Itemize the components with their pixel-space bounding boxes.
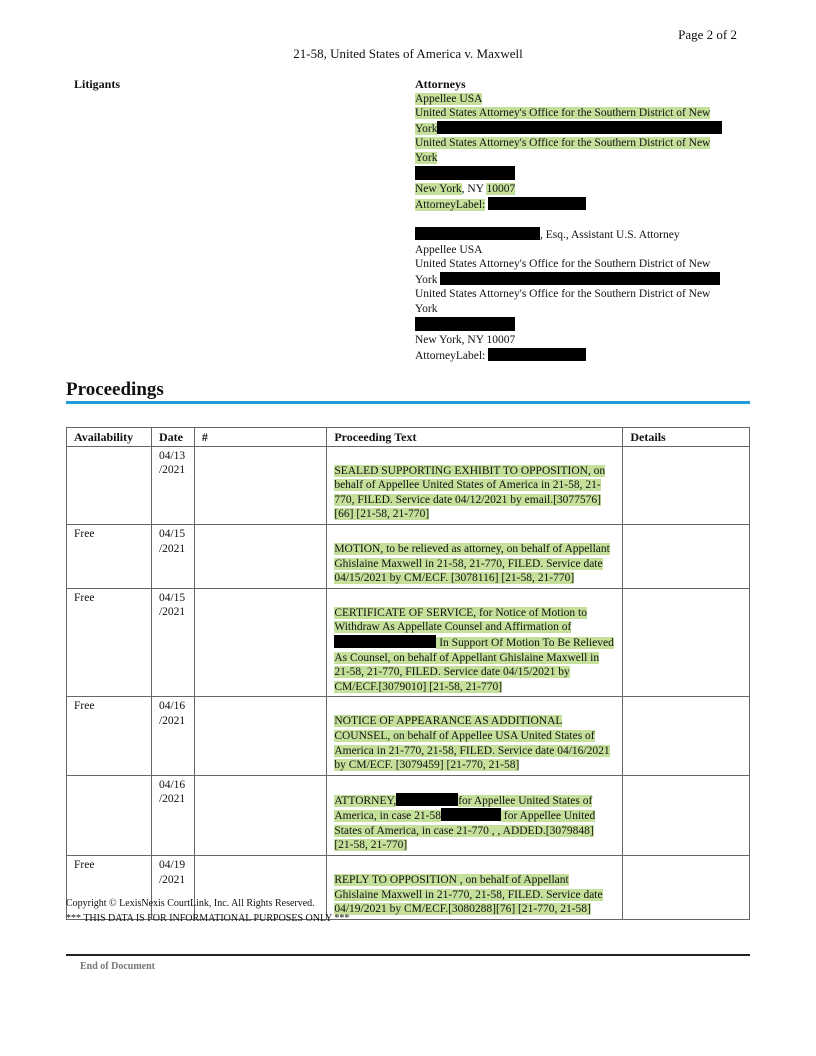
attorney-office: United States Attorney's Office for the Southern District of New (415, 288, 711, 301)
table-header-row (67, 428, 750, 447)
availability-cell: Free (67, 697, 152, 775)
table-row (67, 524, 750, 588)
attorney-office: United States Attorney's Office for the Southern District of New (415, 107, 711, 120)
number-cell (194, 697, 326, 775)
details-cell (623, 446, 750, 524)
attorney-party: Appellee USA (415, 243, 483, 256)
availability-cell: Free (67, 524, 152, 588)
redaction-bar (415, 227, 540, 240)
attorney-office: York (415, 122, 438, 135)
footer-notice (66, 896, 349, 926)
redaction-bar (440, 272, 720, 285)
redaction-bar (441, 808, 501, 821)
attorney-party: Appellee USA (415, 92, 483, 105)
attorney-label: AttorneyLabel: (415, 198, 486, 211)
availability-cell: Free (67, 588, 152, 697)
details-cell (623, 856, 750, 920)
details-cell (623, 588, 750, 697)
attorney-city: New York (415, 183, 462, 196)
copyright-text: Copyright © LexisNexis CourtLink, Inc. All Rights Reserved. (66, 898, 315, 909)
attorney-office: United States Attorney's Office for the Southern District of New (415, 137, 711, 150)
proceeding-text-cell: NOTICE OF APPEARANCE AS ADDITIONAL COUNSEL, on behalf of Appellee USA United States of America in 21-770, 21-58, FILED. Service date 04/16/2021 by CM/ECF. [3079459] [21-770, 21-58] (327, 697, 623, 775)
attorney-state: , NY (461, 183, 487, 196)
attorney-office: United States Attorney's Office for the Southern District of New (415, 258, 711, 271)
details-cell (623, 524, 750, 588)
attorney-title: , Esq., Assistant U.S. Attorney (540, 228, 680, 241)
redaction-bar (415, 317, 515, 331)
redaction-bar (437, 121, 722, 134)
number-cell (194, 588, 326, 697)
table-row (67, 697, 750, 775)
availability-cell (67, 446, 152, 524)
date-cell: 04/16 /2021 (151, 697, 194, 775)
attorney-city: New York, NY 10007 (415, 334, 516, 347)
attorney-zip: 10007 (486, 183, 516, 196)
redaction-bar (488, 348, 586, 361)
proceeding-text-cell: ATTORNEY, for Appellee United States of America, in case 21-58 for Appellee United States of America, in case 21-770 , , ADDED.[3079848] [21-58, 21-770] (327, 775, 623, 855)
redaction-bar (415, 166, 515, 180)
column-header-details: Details (623, 428, 750, 447)
date-cell: 04/19 /2021 (151, 856, 194, 920)
details-cell (623, 775, 750, 855)
table-row (67, 775, 750, 855)
table-row (67, 588, 750, 697)
attorney-office: York (415, 302, 438, 315)
number-cell (194, 775, 326, 855)
proceeding-text-cell: SEALED SUPPORTING EXHIBIT TO OPPOSITION, on behalf of Appellee United States of America in 21-58, 21-770, FILED. Service date 04/12/2021 by email.[3077576][66] [21-58, 21-770] (327, 446, 623, 524)
availability-cell: Free (67, 856, 152, 920)
end-of-document: End of Document (80, 961, 156, 972)
informational-notice: *** THIS DATA IS FOR INFORMATIONAL PURPOSES ONLY *** (66, 913, 350, 924)
proceedings-heading: Proceedings (66, 379, 164, 400)
date-cell: 04/16 /2021 (151, 775, 194, 855)
number-cell (194, 524, 326, 588)
redaction-bar (488, 197, 586, 210)
date-cell: 04/15 /2021 (151, 524, 194, 588)
table-row (67, 446, 750, 524)
section-divider (66, 401, 750, 404)
date-cell: 04/13 /2021 (151, 446, 194, 524)
redaction-bar (334, 635, 436, 648)
case-title: 21-58, United States of America v. Maxwell (293, 46, 523, 61)
number-cell (194, 446, 326, 524)
redaction-bar (396, 793, 458, 806)
proceeding-text-cell: REPLY TO OPPOSITION , on behalf of Appellant Ghislaine Maxwell in 21-770, 21-58, FILED. Service date 04/19/2021 by CM/ECF.[3080288][76] [21-770, 21-58] (327, 856, 623, 920)
attorney-office: York (415, 151, 438, 164)
attorney-office: York (415, 273, 438, 286)
proceeding-text-cell: CERTIFICATE OF SERVICE, for Notice of Motion to Withdraw As Appellate Counsel and Affirmation of In Support Of Motion To Be Relieved As Counsel, on behalf of Appellant Ghislaine Maxwell in 21-58, 21-770, FILED. Service date 04/15/2021 by CM/ECF.[3079010] [21-58, 21-770] (327, 588, 623, 697)
column-header-availability: Availability (67, 428, 152, 447)
details-cell (623, 697, 750, 775)
date-cell: 04/15 /2021 (151, 588, 194, 697)
page-number: Page 2 of 2 (678, 27, 737, 42)
proceedings-table (66, 427, 750, 920)
attorneys-heading: Attorneys (415, 77, 466, 91)
column-header-proceeding-text: Proceeding Text (327, 428, 623, 447)
litigants-heading: Litigants (74, 77, 121, 91)
proceeding-text-cell: MOTION, to be relieved as attorney, on behalf of Appellant Ghislaine Maxwell in 21-58, 21-770, FILED. Service date 04/15/2021 by CM/ECF. [3078116] [21-58, 21-770] (327, 524, 623, 588)
column-header-number: # (194, 428, 326, 447)
attorneys-section (415, 77, 735, 363)
end-divider (66, 954, 750, 956)
attorney-label: AttorneyLabel: (415, 349, 486, 362)
column-header-date: Date (151, 428, 194, 447)
availability-cell (67, 775, 152, 855)
